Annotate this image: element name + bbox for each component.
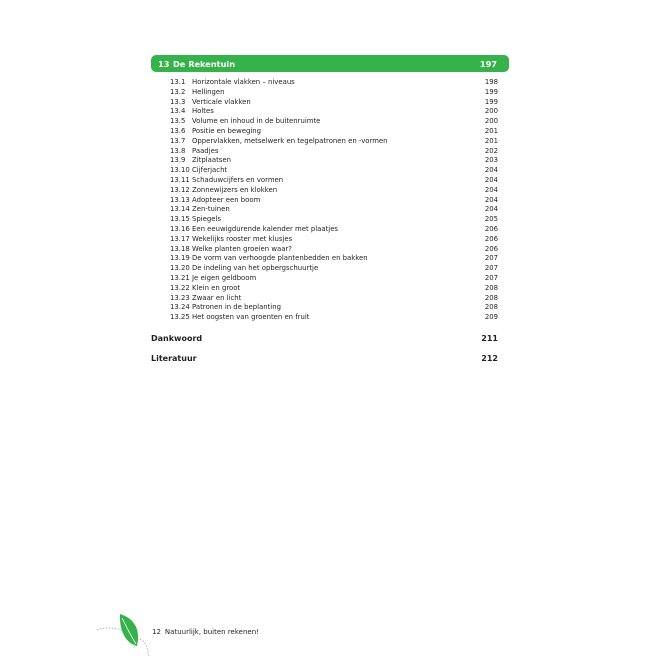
toc-entry — [170, 294, 498, 304]
entry-title: Schaduwcijfers en vormen — [192, 175, 284, 184]
entry-number: 13.8 — [170, 146, 186, 155]
toc-entry — [170, 166, 498, 176]
entry-number: 13.15 — [170, 215, 190, 224]
entry-page: 200 — [484, 107, 498, 116]
toc-entry — [170, 313, 498, 323]
chapter-heading — [151, 55, 509, 72]
toc-entry — [170, 137, 498, 147]
entry-title: Spiegels — [192, 215, 222, 224]
entry-number: 13.5 — [170, 117, 186, 126]
entry-number: 13.13 — [170, 195, 190, 204]
toc-entry — [170, 186, 498, 196]
entry-number: 13.25 — [170, 313, 190, 322]
entry-page: 199 — [484, 87, 498, 96]
entry-title: Het oogsten van groenten en fruit — [192, 313, 310, 322]
entry-number: 13.18 — [170, 244, 190, 253]
entry-title: Welke planten groeien waar? — [192, 244, 292, 253]
footer-book-title: Natuurlijk, buiten rekenen! — [164, 628, 259, 636]
entry-number: 13.4 — [170, 107, 186, 116]
entry-number: 13.11 — [170, 175, 190, 184]
entry-number: 13.23 — [170, 293, 190, 302]
entry-number: 13.9 — [170, 156, 186, 165]
toc-entry-dankwoord — [151, 334, 498, 343]
entry-title: Zen-tuinen — [192, 205, 230, 214]
toc-entry — [170, 78, 498, 88]
toc-entry — [170, 127, 498, 137]
toc-entry-literatuur — [151, 354, 498, 363]
toc-entry — [170, 284, 498, 294]
entry-page: 205 — [484, 215, 498, 224]
footer-text — [152, 628, 259, 636]
entry-page: 204 — [484, 185, 498, 194]
page-footer — [97, 612, 297, 657]
entry-page: 209 — [484, 313, 498, 322]
toc-entry — [170, 147, 498, 157]
entry-number: 13.22 — [170, 283, 190, 292]
toc-entry — [170, 88, 498, 98]
toc-entry — [170, 117, 498, 127]
entry-page: 208 — [484, 283, 498, 292]
footer-page-number: 12 — [152, 628, 161, 636]
entry-title: Horizontale vlakken – niveaus — [192, 78, 295, 86]
toc-entry — [170, 245, 498, 255]
entry-title: Oppervlakken, metselwerk en tegelpatronen en -vormen — [192, 136, 388, 145]
entry-page: 208 — [484, 303, 498, 312]
entry-title: Positie en beweging — [192, 126, 261, 135]
entry-title: De indeling van het opbergschuurtje — [192, 264, 319, 273]
entry-title: Paadjes — [192, 146, 219, 155]
entry-number: 13.16 — [170, 224, 190, 233]
entry-page: 200 — [484, 117, 498, 126]
toc-entry — [170, 215, 498, 225]
entry-number: 13.14 — [170, 205, 190, 214]
dankwoord-page: 211 — [481, 334, 498, 343]
entry-number: 13.17 — [170, 234, 190, 243]
entry-number: 13.1 — [170, 78, 186, 86]
entry-title: Zwaar en licht — [192, 293, 242, 302]
entry-number: 13.2 — [170, 87, 186, 96]
entry-title: Wekelijks rooster met klusjes — [192, 234, 293, 243]
chapter-page: 197 — [479, 59, 497, 69]
entry-number: 13.3 — [170, 97, 186, 106]
entry-page: 201 — [484, 126, 498, 135]
toc-entry — [170, 225, 498, 235]
entry-page: 207 — [484, 254, 498, 263]
toc-entry — [170, 156, 498, 166]
entry-page: 206 — [484, 234, 498, 243]
entry-page: 204 — [484, 195, 498, 204]
entry-title: Zonnewijzers en klokken — [192, 185, 278, 194]
toc-entry — [170, 176, 498, 186]
entry-title: Zitplaatsen — [192, 156, 231, 165]
toc-entry — [170, 98, 498, 108]
entry-title: Een eeuwigdurende kalender met plaatjes — [192, 224, 339, 233]
toc-entry — [170, 205, 498, 215]
toc-entry — [170, 274, 498, 284]
entry-page: 204 — [484, 205, 498, 214]
literatuur-page: 212 — [481, 354, 498, 363]
entry-page: 198 — [484, 78, 498, 86]
entry-title: Volume en inhoud in de buitenruimte — [192, 117, 321, 126]
entry-page: 206 — [484, 244, 498, 253]
entry-number: 13.12 — [170, 185, 190, 194]
toc-entry — [170, 254, 498, 264]
toc-entry — [170, 107, 498, 117]
dankwoord-title: Dankwoord — [151, 334, 203, 343]
entry-title: Cijferjacht — [192, 166, 228, 175]
entry-title: Verticale vlakken — [192, 97, 251, 106]
entry-page: 208 — [484, 293, 498, 302]
entry-number: 13.24 — [170, 303, 190, 312]
entry-title: Klein en groot — [192, 283, 241, 292]
entry-page: 207 — [484, 264, 498, 273]
entry-page: 203 — [484, 156, 498, 165]
entry-page: 201 — [484, 136, 498, 145]
entry-page: 199 — [484, 97, 498, 106]
toc-entry — [170, 235, 498, 245]
toc-entry — [170, 196, 498, 206]
entry-number: 13.20 — [170, 264, 190, 273]
entry-title: De vorm van verhoogde plantenbedden en bakken — [192, 254, 368, 263]
entry-title: Patronen in de beplanting — [192, 303, 281, 312]
entry-title: Adopteer een boom — [192, 195, 261, 204]
entry-title: Je eigen geldboom — [192, 273, 257, 282]
toc-list — [170, 78, 498, 323]
toc-entry — [170, 264, 498, 274]
entry-title: Hellingen — [192, 87, 225, 96]
entry-number: 13.7 — [170, 136, 186, 145]
entry-page: 207 — [484, 273, 498, 282]
entry-number: 13.6 — [170, 126, 186, 135]
entry-page: 204 — [484, 166, 498, 175]
entry-title: Holtes — [192, 107, 214, 116]
leaf-icon — [97, 612, 157, 657]
chapter-title: De Rekentuin — [173, 59, 236, 69]
entry-number: 13.21 — [170, 273, 190, 282]
entry-page: 206 — [484, 224, 498, 233]
literatuur-title: Literatuur — [151, 354, 197, 363]
entry-page: 204 — [484, 175, 498, 184]
chapter-number: 13 — [158, 59, 170, 69]
entry-number: 13.10 — [170, 166, 190, 175]
entry-number: 13.19 — [170, 254, 190, 263]
entry-page: 202 — [484, 146, 498, 155]
toc-entry — [170, 303, 498, 313]
